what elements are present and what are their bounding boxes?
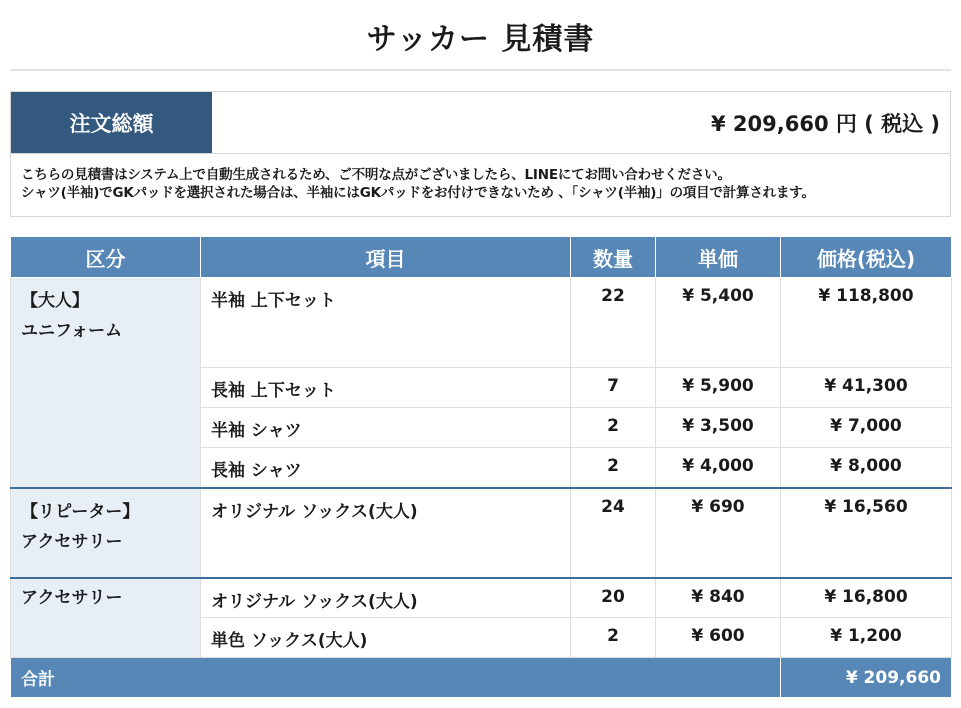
item-cell: 長袖 シャツ <box>201 448 571 488</box>
item-cell: 長袖 上下セット <box>201 368 571 408</box>
order-total-amount: ¥ 209,660 円 ( 税込 ) <box>710 111 940 136</box>
table-row <box>11 578 952 618</box>
category-label: アクセサリー <box>21 587 123 608</box>
unit-price-cell: ¥ 3,500 <box>656 408 781 448</box>
unit-price-cell: ¥ 5,900 <box>656 368 781 408</box>
category-cell <box>11 278 201 488</box>
category-cell <box>11 488 201 578</box>
notice-line-1: こちらの見積書はシステム上で自動生成されるため、ご不明な点がございましたら、LINEにてお問い合わせください。 <box>21 167 731 183</box>
estimate-table <box>10 236 952 698</box>
order-total-box <box>10 91 951 217</box>
order-total-divider <box>11 153 950 154</box>
category-cell <box>11 578 201 658</box>
item-cell: 半袖 シャツ <box>201 408 571 448</box>
qty-cell: 2 <box>571 408 656 448</box>
title-divider <box>10 69 951 71</box>
header-category: 区分 <box>11 237 201 278</box>
qty-cell: 7 <box>571 368 656 408</box>
unit-price-cell: ¥ 4,000 <box>656 448 781 488</box>
price-cell: ¥ 7,000 <box>781 408 952 448</box>
unit-price-cell: ¥ 5,400 <box>656 278 781 368</box>
item-cell: 単色 ソックス(大人) <box>201 618 571 658</box>
category-label: 【リピーター】 <box>21 501 140 522</box>
total-row <box>11 658 952 698</box>
category-label: 【大人】 <box>21 291 89 311</box>
item-cell: オリジナル ソックス(大人) <box>201 578 571 618</box>
price-cell: ¥ 16,560 <box>781 488 952 578</box>
unit-price-cell: ¥ 690 <box>656 488 781 578</box>
qty-cell: 20 <box>571 578 656 618</box>
item-cell: オリジナル ソックス(大人) <box>201 488 571 578</box>
table-header-row <box>11 237 952 278</box>
unit-price-cell: ¥ 600 <box>656 618 781 658</box>
price-cell: ¥ 118,800 <box>781 278 952 368</box>
price-cell: ¥ 8,000 <box>781 448 952 488</box>
order-total-label: 注文総額 <box>11 92 212 153</box>
page-title: サッカー 見積書 <box>366 22 595 57</box>
notice-line-2: シャツ(半袖)でGKパッドを選択された場合は、半袖にはGKパッドをお付けできないため 、「シャツ(半袖)」の項目で計算されます。 <box>21 185 815 201</box>
unit-price-cell: ¥ 840 <box>656 578 781 618</box>
category-label: アクセサリー <box>21 531 123 552</box>
category-label: ユニフォーム <box>21 321 123 341</box>
price-cell: ¥ 16,800 <box>781 578 952 618</box>
item-cell: 半袖 上下セット <box>201 278 571 368</box>
price-cell: ¥ 1,200 <box>781 618 952 658</box>
table-row <box>11 278 952 368</box>
qty-cell: 22 <box>571 278 656 368</box>
header-qty: 数量 <box>571 237 656 278</box>
header-unit-price: 単価 <box>656 237 781 278</box>
qty-cell: 24 <box>571 488 656 578</box>
header-price: 価格(税込) <box>781 237 952 278</box>
table-row <box>11 488 952 578</box>
qty-cell: 2 <box>571 448 656 488</box>
total-label: 合計 <box>11 658 781 698</box>
notice-text <box>21 166 946 202</box>
qty-cell: 2 <box>571 618 656 658</box>
price-cell: ¥ 41,300 <box>781 368 952 408</box>
total-value: ¥ 209,660 <box>781 658 952 698</box>
header-item: 項目 <box>201 237 571 278</box>
